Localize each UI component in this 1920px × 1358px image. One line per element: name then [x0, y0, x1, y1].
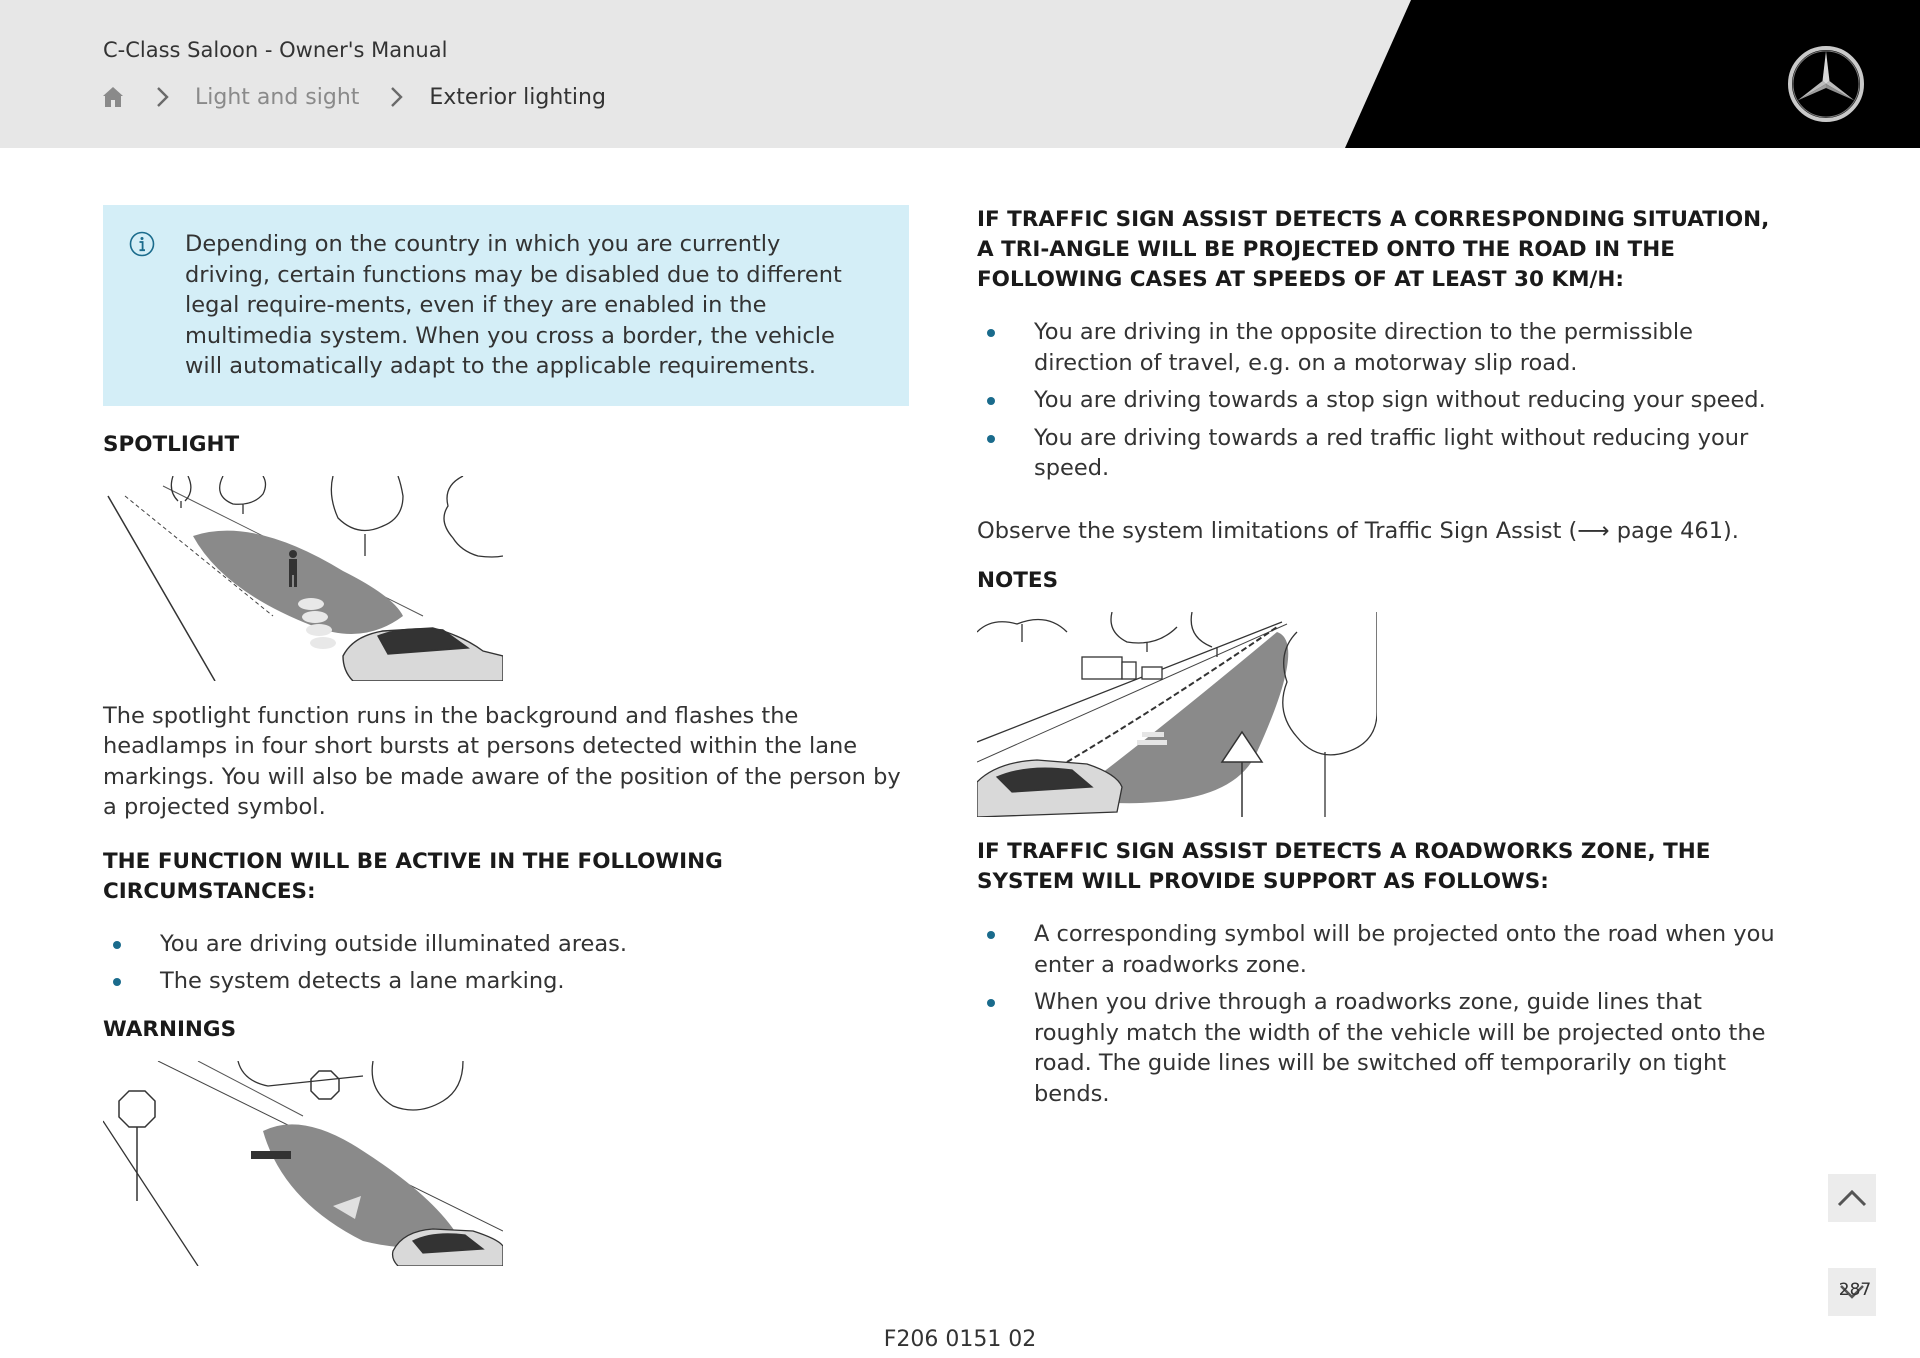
- breadcrumb-item-exterior-lighting: Exterior lighting: [429, 84, 606, 110]
- info-box: [103, 205, 909, 406]
- chevron-up-icon: [1836, 1188, 1868, 1208]
- mercedes-star-logo: [1787, 45, 1865, 123]
- bullet-dot: [113, 978, 121, 986]
- page-number: 287: [1838, 1280, 1872, 1300]
- list-item: You are driving towards a red traffic light without reducing your speed.: [977, 423, 1787, 484]
- list-item: When you drive through a roadworks zone, guide lines that roughly match the width of the vehicle will be projected onto the road. The guide lines will be switched off temporarily on tight bends.: [977, 987, 1787, 1109]
- page-header: [0, 0, 1920, 148]
- document-title: C-Class Saloon - Owner's Manual: [103, 38, 448, 62]
- spotlight-heading: SPOTLIGHT: [103, 431, 240, 457]
- info-icon: [129, 231, 155, 257]
- footer-code: F206 0151 02: [883, 1327, 1037, 1352]
- scroll-up-button[interactable]: [1828, 1174, 1876, 1222]
- bullet-dot: [987, 999, 995, 1007]
- warnings-illustration: [103, 1061, 503, 1266]
- spotlight-illustration: [103, 476, 503, 681]
- car: [977, 760, 1122, 817]
- spotlight-description: The spotlight function runs in the background and flashes the headlamps in four short bursts at persons detected within the lane markings. You will also be made aware of the position of the person by a projected symbol.: [103, 702, 901, 820]
- chevron-right-icon: [155, 86, 171, 108]
- circumstances-list: [103, 929, 909, 997]
- observe-limitations-link[interactable]: Observe the system limitations of Traffic Sign Assist (⟶ page 461).: [977, 517, 1739, 544]
- right-column: [977, 205, 1787, 1116]
- roadworks-list: [977, 919, 1787, 1109]
- list-item: You are driving in the opposite direction to the permissible direction of travel, e.g. on a motorway slip road.: [977, 317, 1787, 378]
- list-item: You are driving towards a stop sign without reducing your speed.: [977, 385, 1787, 416]
- list-item: You are driving outside illuminated areas.: [103, 929, 909, 960]
- breadcrumb: [101, 81, 606, 113]
- bullet-dot: [987, 329, 995, 337]
- home-icon[interactable]: [101, 85, 125, 109]
- roadworks-heading: IF TRAFFIC SIGN ASSIST DETECTS A ROADWORKS ZONE, THE SYSTEM WILL PROVIDE SUPPORT AS FOLLOWS:: [977, 839, 1711, 894]
- bullet-dot: [987, 397, 995, 405]
- left-column: [103, 205, 909, 1266]
- triangle-heading: IF TRAFFIC SIGN ASSIST DETECTS A CORRESPONDING SITUATION, A TRI-ANGLE WILL BE PROJECTED ONTO THE ROAD IN THE FOLLOWING CASES AT SPEEDS OF AT LEAST 30 KM/H:: [977, 207, 1770, 292]
- warnings-heading: WARNINGS: [103, 1016, 237, 1042]
- circumstances-heading: THE FUNCTION WILL BE ACTIVE IN THE FOLLOWING CIRCUMSTANCES:: [103, 848, 723, 904]
- breadcrumb-item-light-and-sight[interactable]: Light and sight: [195, 84, 360, 110]
- triangle-cases-list: [977, 317, 1787, 484]
- bullet-dot: [987, 931, 995, 939]
- bullet-dot: [113, 941, 121, 949]
- list-item: A corresponding symbol will be projected onto the road when you enter a roadworks zone.: [977, 919, 1787, 980]
- notes-illustration: [977, 612, 1377, 817]
- list-item: The system detects a lane marking.: [103, 966, 909, 997]
- chevron-right-icon: [389, 86, 405, 108]
- info-text: Depending on the country in which you are currently driving, certain functions may be disabled due to different legal require-ments, even if they are enabled in the multimedia system. When you cross a border, the vehicle will automatically adapt to the applicable requirements.: [185, 231, 842, 379]
- notes-heading: NOTES: [977, 568, 1059, 593]
- bullet-dot: [987, 435, 995, 443]
